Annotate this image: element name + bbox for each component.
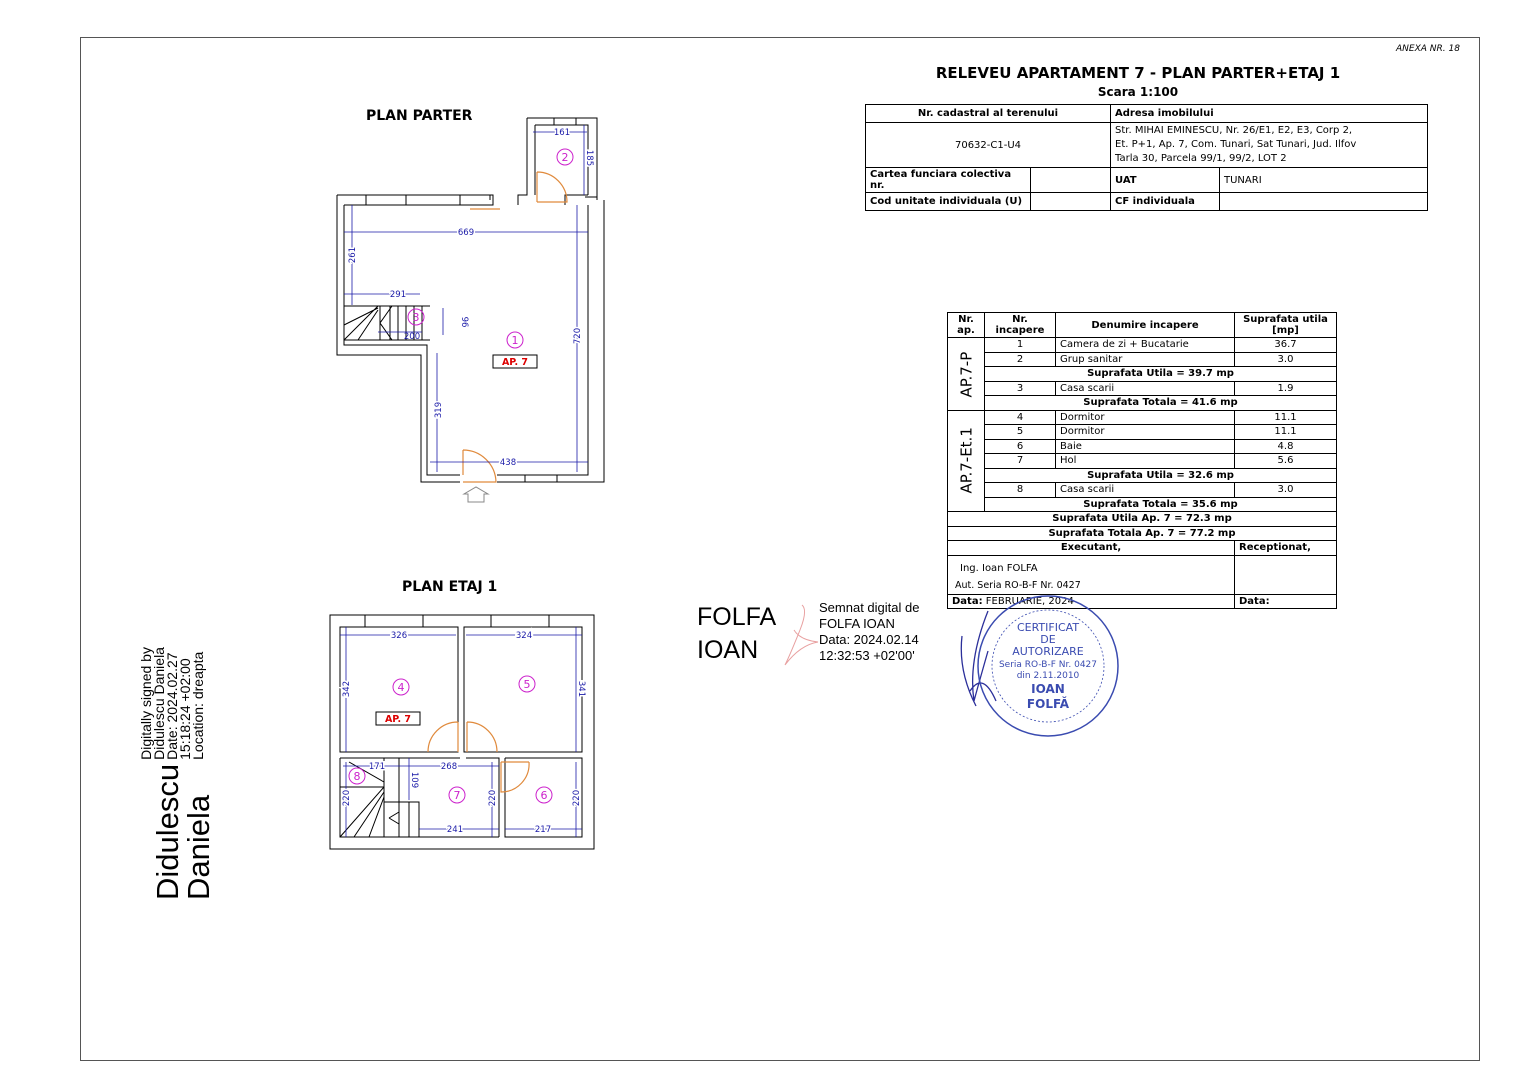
pdf-signature-icon	[780, 600, 820, 670]
table-row	[948, 381, 1337, 396]
apartment-tag: AP. 7	[384, 714, 412, 725]
room-nr: 5	[985, 425, 1056, 440]
subtotal-totala: Suprafata Totala = 41.6 mp	[985, 396, 1337, 411]
stamp-icon	[948, 591, 1138, 741]
room-name: Grup sanitar	[1056, 352, 1235, 367]
stamp-text: DE	[1040, 632, 1056, 646]
table-row	[948, 439, 1337, 454]
room-name: Casa scarii	[1056, 483, 1235, 498]
cod-unitate-label: Cod unitate individuala (U)	[866, 193, 1031, 211]
dim-label: 438	[499, 458, 517, 468]
digital-signature-didulescu	[140, 620, 240, 900]
col-header: Nr. ap.	[948, 313, 985, 338]
col-header: Suprafata utila [mp]	[1235, 313, 1337, 338]
scale-label: Scara 1:100	[1097, 85, 1179, 99]
room-area: 4.8	[1235, 439, 1337, 454]
total-totala: Suprafata Totala Ap. 7 = 77.2 mp	[948, 526, 1337, 541]
signature-detail: Location: dreapta	[190, 651, 206, 760]
dim-label: 220	[488, 789, 498, 807]
room-nr: 7	[985, 454, 1056, 469]
dim-label: 319	[434, 401, 444, 419]
room-area: 36.7	[1235, 338, 1337, 353]
digital-signature-folfa	[697, 601, 776, 667]
address-line: Et. P+1, Ap. 7, Com. Tunari, Sat Tunari, Jud. Ilfov	[1115, 139, 1357, 150]
cadastral-value: 70632-C1-U4	[866, 123, 1111, 168]
signature-detail: Data: 2024.02.14	[819, 632, 919, 647]
signer-name: FOLFA	[697, 603, 777, 631]
cf-individuala-value	[1220, 193, 1428, 211]
stamp-text: AUTORIZARE	[1012, 644, 1084, 658]
room-area: 1.9	[1235, 381, 1337, 396]
plan-parter-drawing	[330, 110, 620, 510]
table-row	[948, 425, 1337, 440]
table-row	[948, 454, 1337, 469]
dim-label: 291	[389, 290, 407, 300]
room-area: 11.1	[1235, 410, 1337, 425]
room-name: Casa scarii	[1056, 381, 1235, 396]
group-label-parter: AP.7-P	[948, 338, 985, 411]
room-name: Hol	[1056, 454, 1235, 469]
room-nr: 1	[985, 338, 1056, 353]
folfa-signature-details	[819, 600, 919, 664]
room-area: 3.0	[1235, 483, 1337, 498]
room-number: 7	[453, 789, 461, 802]
signature-detail: 15:18:24 +02:00	[177, 658, 193, 760]
receptionat-signature-box	[1235, 555, 1337, 594]
dim-label: 109	[409, 771, 419, 789]
dim-label: 217	[534, 825, 552, 835]
page-title: RELEVEU APARTAMENT 7 - PLAN PARTER+ETAJ 1	[935, 64, 1341, 82]
dim-label: 324	[515, 631, 533, 641]
uat-label: UAT	[1111, 168, 1220, 193]
cf-colectiva-value	[1031, 168, 1111, 193]
data-executant: Data: FEBRUARIE, 2024	[948, 594, 1235, 609]
col-header: Denumire incapere	[1056, 313, 1235, 338]
cadastral-label: Nr. cadastral al terenului	[866, 105, 1111, 123]
dim-label: 341	[576, 680, 586, 698]
dim-label: 185	[584, 149, 594, 167]
room-number: 1	[511, 334, 519, 347]
dim-label: 342	[342, 680, 352, 698]
room-area: 5.6	[1235, 454, 1337, 469]
room-nr: 2	[985, 352, 1056, 367]
data-receptionat: Data:	[1235, 594, 1337, 609]
stamp-text: CERTIFICAT	[1016, 620, 1080, 634]
cod-unitate-value	[1031, 193, 1111, 211]
group-label-etaj: AP.7-Et.1	[948, 410, 985, 512]
plan-etaj-drawing	[329, 612, 599, 852]
entrance-arrow-icon	[464, 487, 488, 502]
dim-label: 326	[390, 631, 408, 641]
room-name: Dormitor	[1056, 410, 1235, 425]
dim-label: 96	[459, 316, 469, 328]
subtotal-utila: Suprafata Utila = 32.6 mp	[985, 468, 1337, 483]
signature-detail: Didulescu Daniela	[151, 647, 167, 760]
executant-name: Ing. Ioan FOLFA	[960, 562, 1038, 574]
executant-auth: Aut. Seria RO-B-F Nr. 0427	[955, 579, 1081, 591]
plan-etaj-label: PLAN ETAJ 1	[402, 579, 498, 595]
annex-label: ANEXA NR. 18	[1396, 44, 1460, 54]
subtotal-utila: Suprafata Utila = 39.7 mp	[985, 367, 1337, 382]
dim-label: 161	[553, 128, 571, 138]
cf-colectiva-label: Cartea funciara colectiva nr.	[866, 168, 1031, 193]
dim-label: 200	[403, 332, 421, 342]
apartment-tag: AP. 7	[501, 357, 529, 368]
dim-label: 720	[573, 327, 583, 345]
room-area: 3.0	[1235, 352, 1337, 367]
signature-detail: FOLFA IOAN	[819, 616, 895, 631]
uat-value: TUNARI	[1220, 168, 1428, 193]
signer-name: IOAN	[697, 636, 759, 664]
room-name: Dormitor	[1056, 425, 1235, 440]
info-table	[865, 104, 1428, 211]
room-number: 3	[412, 311, 420, 324]
dim-label: 220	[572, 789, 582, 807]
room-number: 8	[353, 770, 361, 783]
receptionat-label: Receptionat,	[1235, 541, 1337, 556]
stamp-text: IOAN	[1031, 681, 1065, 696]
room-number: 6	[540, 789, 548, 802]
table-row	[948, 338, 1337, 353]
executant-label: Executant,	[948, 541, 1235, 556]
signer-name: Daniela	[181, 794, 216, 900]
room-name: Camera de zi + Bucatarie	[1056, 338, 1235, 353]
address-line: Str. MIHAI EMINESCU, Nr. 26/E1, E2, E3, Corp 2,	[1115, 125, 1353, 136]
room-number: 4	[397, 681, 405, 694]
signature-detail: 12:32:53 +02'00'	[819, 648, 915, 663]
subtotal-totala: Suprafata Totala = 35.6 mp	[985, 497, 1337, 512]
room-number: 5	[523, 678, 531, 691]
plan-parter-label: PLAN PARTER	[366, 108, 473, 124]
room-number: 2	[561, 151, 569, 164]
address-line: Tarla 30, Parcela 99/1, 99/2, LOT 2	[1115, 153, 1287, 164]
room-nr: 4	[985, 410, 1056, 425]
dim-label: 241	[446, 825, 464, 835]
table-row	[948, 410, 1337, 425]
table-row	[948, 483, 1337, 498]
room-name: Baie	[1056, 439, 1235, 454]
signature-detail: Date: 2024.02.27	[164, 652, 180, 760]
col-header: Nr. incapere	[985, 313, 1056, 338]
signature-detail: Semnat digital de	[819, 600, 920, 615]
cf-individuala-label: CF individuala	[1111, 193, 1220, 211]
address-value	[1111, 123, 1428, 168]
dim-label: 220	[342, 789, 352, 807]
room-nr: 3	[985, 381, 1056, 396]
signer-name: Didulescu	[150, 763, 185, 900]
dim-label: 669	[457, 228, 475, 238]
stamp-text: FOLFĂ	[1026, 696, 1070, 711]
total-utila: Suprafata Utila Ap. 7 = 72.3 mp	[948, 512, 1337, 527]
stamp-text: Seria RO-B-F Nr. 0427	[998, 659, 1098, 670]
table-row	[948, 352, 1337, 367]
signature-detail: Digitally signed by	[138, 647, 154, 760]
dim-label: 261	[348, 246, 358, 264]
dim-label: 268	[440, 762, 458, 772]
rooms-table	[947, 312, 1337, 711]
room-nr: 8	[985, 483, 1056, 498]
address-label: Adresa imobilului	[1111, 105, 1428, 123]
room-nr: 6	[985, 439, 1056, 454]
stamp-text: din 2.11.2010	[1016, 670, 1080, 681]
dim-label: 171	[368, 762, 386, 772]
room-area: 11.1	[1235, 425, 1337, 440]
